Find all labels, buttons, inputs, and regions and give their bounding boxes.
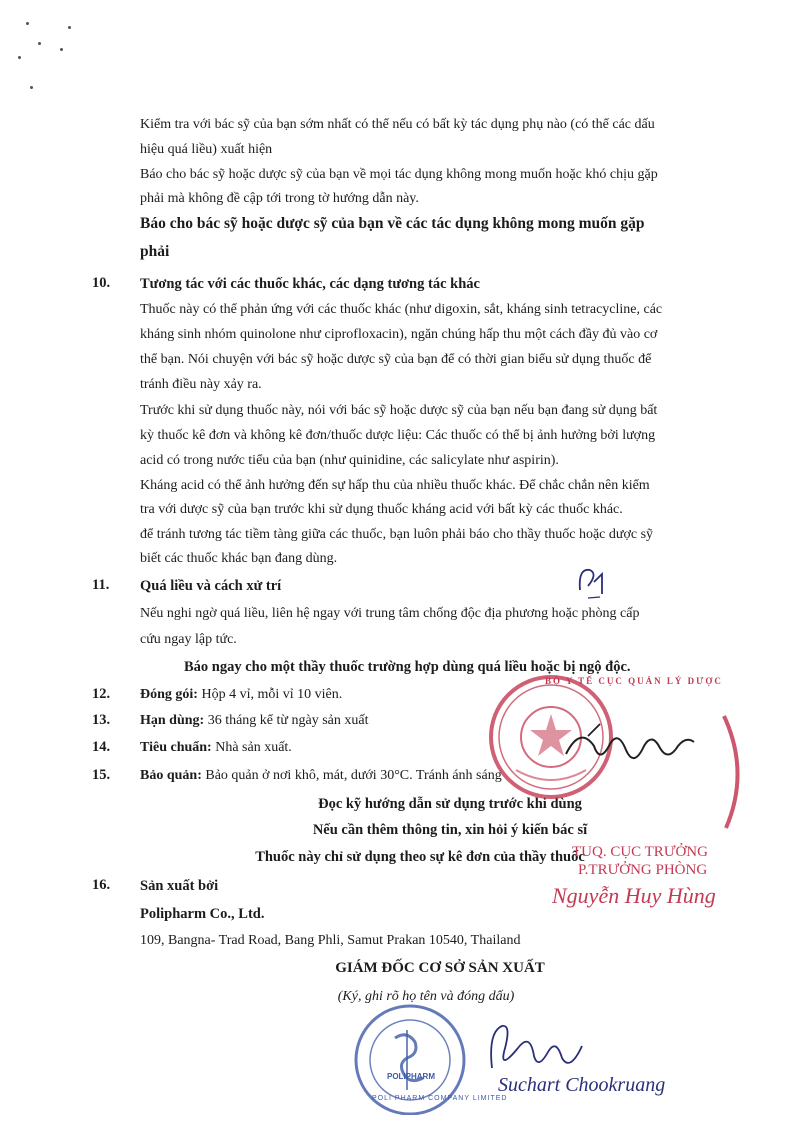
- speck: [26, 22, 29, 25]
- company-stamp-ring: POLI PHARM COMPANY LIMITED: [372, 1095, 508, 1102]
- speck: [60, 48, 63, 51]
- standard-value: Nhà sản xuất.: [211, 740, 292, 755]
- director-signature: [478, 1012, 598, 1082]
- intro-line: hiệu quá liều) xuất hiện: [140, 142, 273, 157]
- shelf-life-value: 36 tháng kể từ ngày sản xuất: [204, 713, 369, 728]
- packaging-value: Hộp 4 vỉ, mỗi vỉ 10 viên.: [197, 687, 343, 702]
- section-number: 16.: [92, 877, 111, 893]
- section-number: 13.: [92, 712, 111, 728]
- overdose-warning: Báo ngay cho một thầy thuốc trường hợp dùng quá liều hoặc bị ngộ độc.: [184, 659, 631, 675]
- manufacturer-heading: Sản xuất bởi: [140, 878, 219, 894]
- section-title: Quá liều và cách xử trí: [140, 578, 282, 594]
- section-line: tra với dược sỹ của bạn trước khi sử dụng thuốc kháng acid với bất kỳ các thuốc khác.: [140, 502, 623, 517]
- speck: [30, 86, 33, 89]
- notice-ask-doctor: Nếu cần thêm thông tin, xin hỏi ý kiến bác sĩ: [312, 822, 588, 838]
- director-handwritten-name: Suchart Chookruang: [498, 1074, 666, 1096]
- section-line: Kháng acid có thể ảnh hưởng đến sự hấp thu của nhiều thuốc khác. Để chắc chắn nên kiểm: [140, 478, 650, 493]
- section-line: thể bạn. Nói chuyện với bác sỹ hoặc dược sỹ của bạn để có thời gian biểu sử dụng thuốc để: [140, 352, 652, 367]
- section-line: biết các thuốc khác bạn đang dùng.: [140, 551, 338, 566]
- section-line: Nếu nghi ngờ quá liều, liên hệ ngay với trung tâm chống độc địa phương hoặc phòng cấp: [140, 606, 640, 621]
- intro-heading: Báo cho bác sỹ hoặc dược sỹ của bạn về các tác dụng không mong muốn gặp: [140, 215, 645, 232]
- section-number: 11.: [92, 577, 110, 593]
- notice-read-instructions: Đọc kỹ hướng dẫn sử dụng trước khi dùng: [318, 796, 582, 812]
- manufacturer-company: Polipharm Co., Ltd.: [140, 906, 265, 922]
- shelf-life-label: Hạn dùng:: [140, 713, 205, 728]
- section-line: kỳ thuốc kê đơn và không kê đơn/thuốc dược liệu: Các thuốc có thể bị ảnh hưởng bởi lượng: [140, 428, 656, 443]
- intro-line: Báo cho bác sỹ hoặc dược sỹ của bạn về mọi tác dụng không mong muốn hoặc khó chịu gặp: [140, 167, 658, 182]
- storage-value: Bảo quản ở nơi khô, mát, dưới 30°C. Tránh ánh sáng: [201, 768, 502, 783]
- section-line: acid có trong nước tiểu của bạn (như quinidine, các salicylate như aspirin).: [140, 453, 559, 468]
- stamp-fragment: [716, 712, 756, 832]
- speck: [68, 26, 71, 29]
- section-line: Trước khi sử dụng thuốc này, nói với bác sỹ hoặc dược sỹ của bạn nếu bạn đang sử dụng bất: [140, 403, 658, 418]
- approval-line-1: TUQ. CỤC TRƯỞNG: [572, 844, 708, 860]
- packaging-label: Đóng gói:: [140, 687, 198, 702]
- notice-prescription: Thuốc này chỉ sử dụng theo sự kê đơn của thầy thuốc: [255, 849, 585, 865]
- approval-line-2: P.TRƯỞNG PHÒNG: [578, 862, 708, 878]
- shelf-life-line: [140, 712, 368, 730]
- speck: [38, 42, 41, 45]
- storage-line: [140, 767, 502, 785]
- section-number: 14.: [92, 739, 111, 755]
- approver-name: Nguyễn Huy Hùng: [552, 883, 716, 908]
- director-title: GIÁM ĐỐC CƠ SỞ SẢN XUẤT: [335, 960, 545, 976]
- section-number: 15.: [92, 767, 111, 783]
- speck: [18, 56, 21, 59]
- section-title: Tương tác với các thuốc khác, các dạng tương tác khác: [140, 276, 480, 292]
- section-line: kháng sinh nhóm quinolone như ciprofloxacin), ngăn chúng hấp thu một cách đầy đủ vào cơ: [140, 327, 658, 342]
- section-line: để tránh tương tác tiềm tàng giữa các thuốc, bạn luôn phải báo cho thầy thuốc hoặc dược sỹ: [140, 527, 654, 542]
- director-note: (Ký, ghi rõ họ tên và đóng dấu): [337, 989, 515, 1004]
- section-line: Thuốc này có thể phản ứng với các thuốc khác (như digoxin, sắt, kháng sinh tetracycline, các: [140, 302, 663, 317]
- intro-line: Kiểm tra với bác sỹ của bạn sớm nhất có thể nếu có bất kỳ tác dụng phụ nào (có thể các dấu: [140, 117, 655, 132]
- intro-line: phải mà không đề cập tới trong tờ hướng dẫn này.: [140, 191, 419, 206]
- company-stamp-label: POLIPHARM: [387, 1072, 435, 1081]
- standard-line: [140, 739, 292, 757]
- intro-heading: phải: [140, 243, 170, 260]
- section-number: 10.: [92, 275, 111, 291]
- packaging-line: [140, 686, 342, 704]
- section-line: cứu ngay lập tức.: [140, 632, 237, 647]
- official-signature: [560, 716, 700, 786]
- storage-label: Bảo quản:: [140, 768, 202, 783]
- ministry-stamp-label: BỘ Y TẾ CỤC QUẢN LÝ DƯỢC: [545, 676, 723, 686]
- initials-mark: [572, 560, 622, 600]
- section-line: tránh điều này xảy ra.: [140, 377, 262, 392]
- section-number: 12.: [92, 686, 111, 702]
- manufacturer-address: 109, Bangna- Trad Road, Bang Phli, Samut Prakan 10540, Thailand: [140, 933, 521, 948]
- standard-label: Tiêu chuẩn:: [140, 740, 212, 755]
